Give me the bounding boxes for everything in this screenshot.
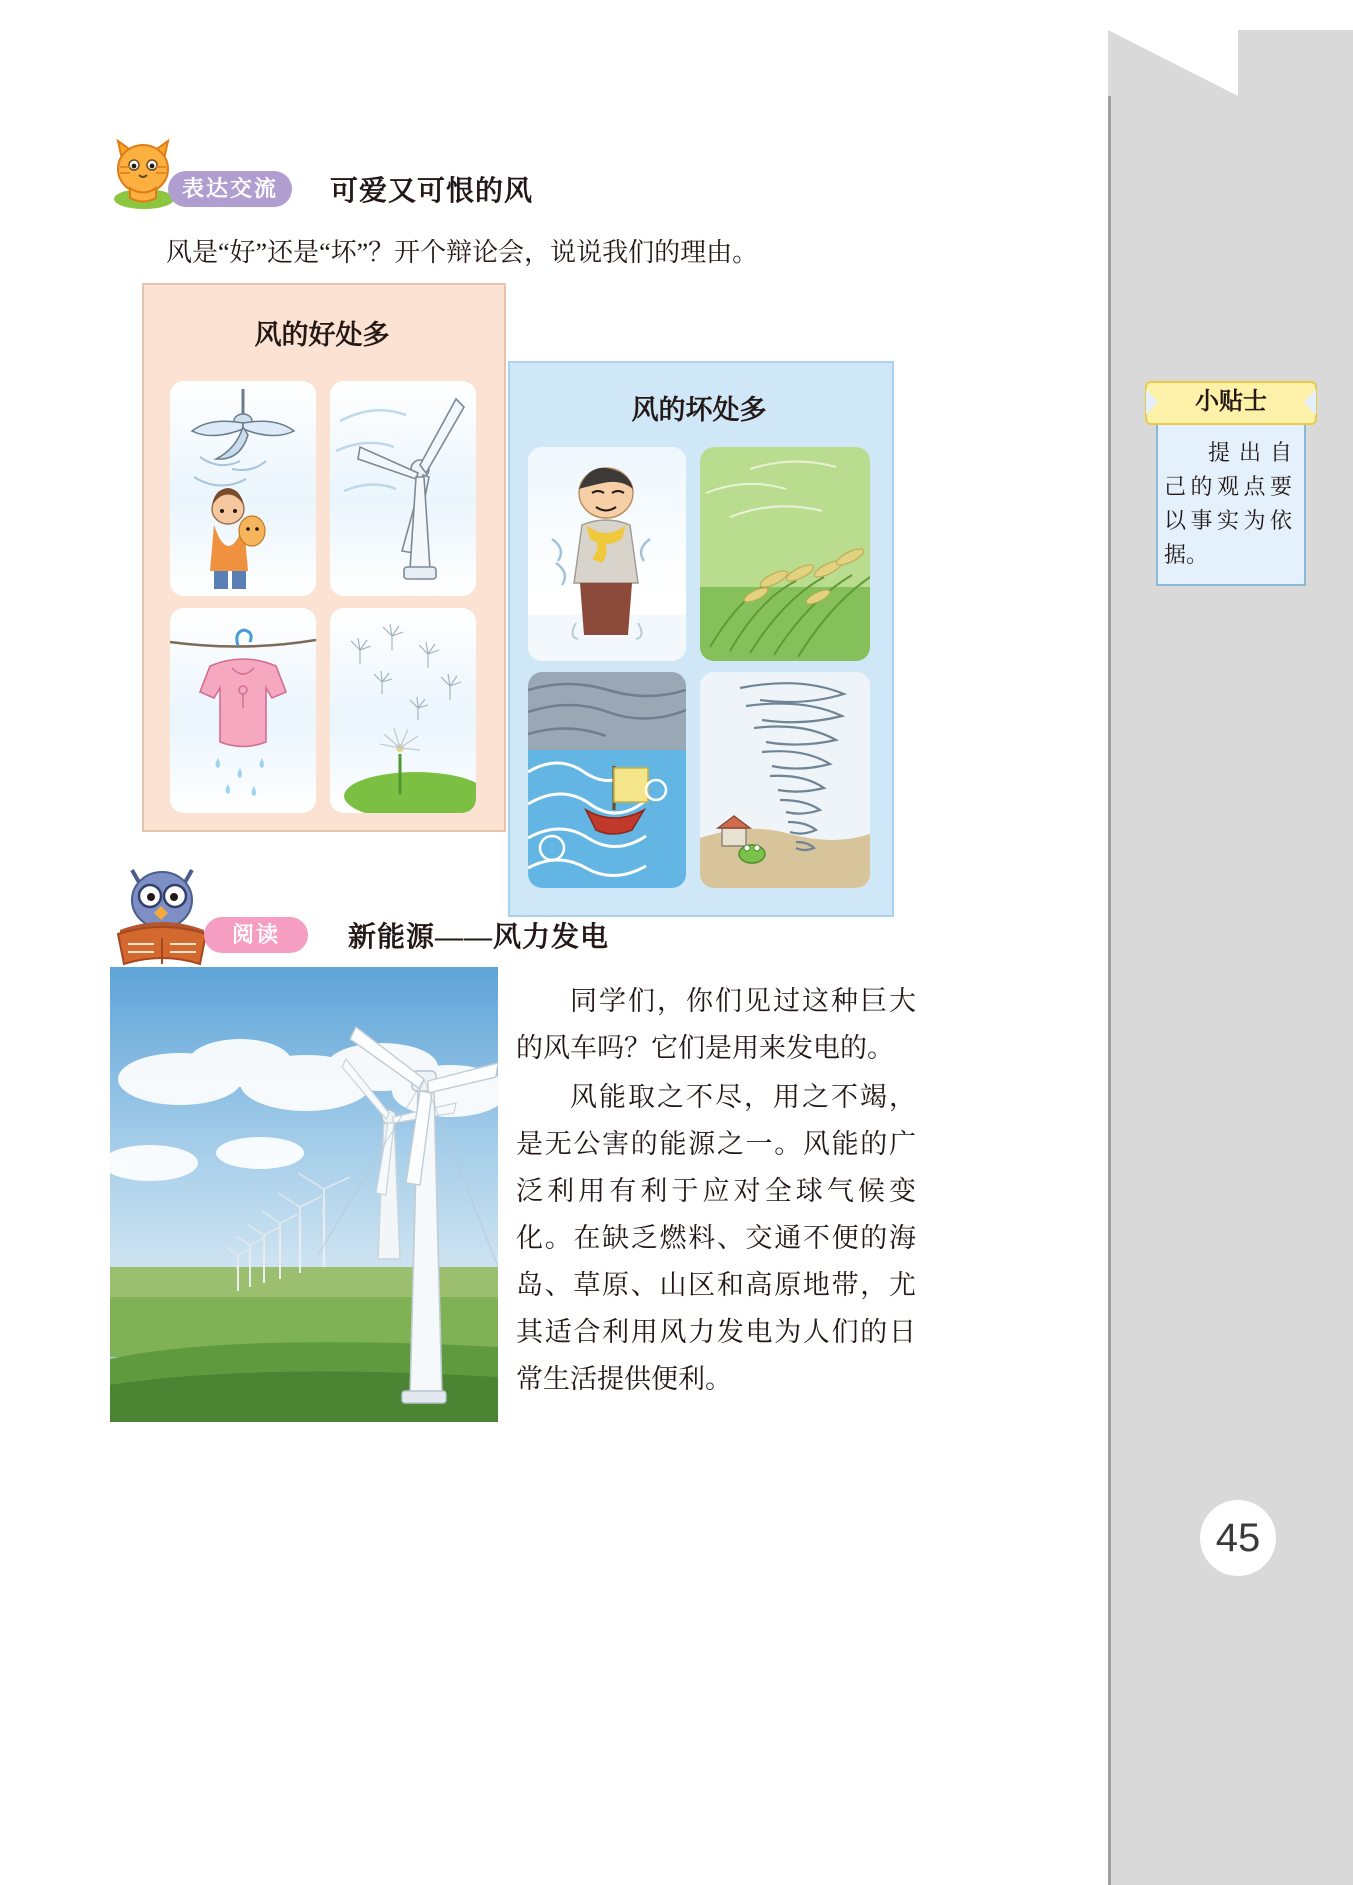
boat-in-stormy-sea-illustration xyxy=(528,672,686,888)
ceiling-fan-with-girl-illustration xyxy=(170,381,316,596)
reading-paragraph-2: 风能取之不尽，用之不竭，是无公害的能源之一。风能的广泛利用有利于应对全球气候变化。在缺乏燃料、交通不便的海岛、草原、山区和高原地带，尤其适合利用风力发电为人们的日常生活提供便利。 xyxy=(516,1082,916,1394)
page-corner-fold-triangle xyxy=(1108,30,1238,96)
express-prompt-text: 风是“好”还是“坏”？开个辩论会，说说我们的理由。 xyxy=(166,238,759,267)
tip-heading: 小贴士 xyxy=(1145,381,1317,425)
reading-body-text xyxy=(516,978,916,1405)
dandelion-seeds-blowing-illustration xyxy=(330,608,476,813)
reading-paragraph-1: 同学们，你们见过这种巨大的风车吗？它们是用来发电的。 xyxy=(516,986,916,1063)
section-title-express: 可爱又可恨的风 xyxy=(330,176,534,207)
tornado-over-land-illustration xyxy=(700,672,870,888)
wheat-field-flattened-by-wind-illustration xyxy=(700,447,870,661)
page-side-strip-top xyxy=(1238,30,1353,96)
panel-good-title: 风的好处多 xyxy=(254,320,390,350)
cat-mascot-icon xyxy=(108,133,180,211)
tip-body-text: 提出自己的观点要以事实为依据。 xyxy=(1164,440,1292,567)
panel-bad-title: 风的坏处多 xyxy=(631,395,767,425)
page-number: 45 xyxy=(1200,1500,1276,1576)
page-side-strip xyxy=(1108,0,1353,1885)
clothes-drying-on-line-illustration xyxy=(170,608,316,813)
owl-reading-book-icon xyxy=(110,858,215,968)
wind-turbine-illustration xyxy=(330,381,476,596)
boy-shivering-in-cold-wind-illustration xyxy=(528,447,686,661)
badge-reading: 阅读 xyxy=(204,917,308,953)
wind-farm-turbines-row-photo xyxy=(110,967,498,1422)
section-title-reading: 新能源——风力发电 xyxy=(348,922,610,953)
badge-express-exchange: 表达交流 xyxy=(168,171,292,207)
